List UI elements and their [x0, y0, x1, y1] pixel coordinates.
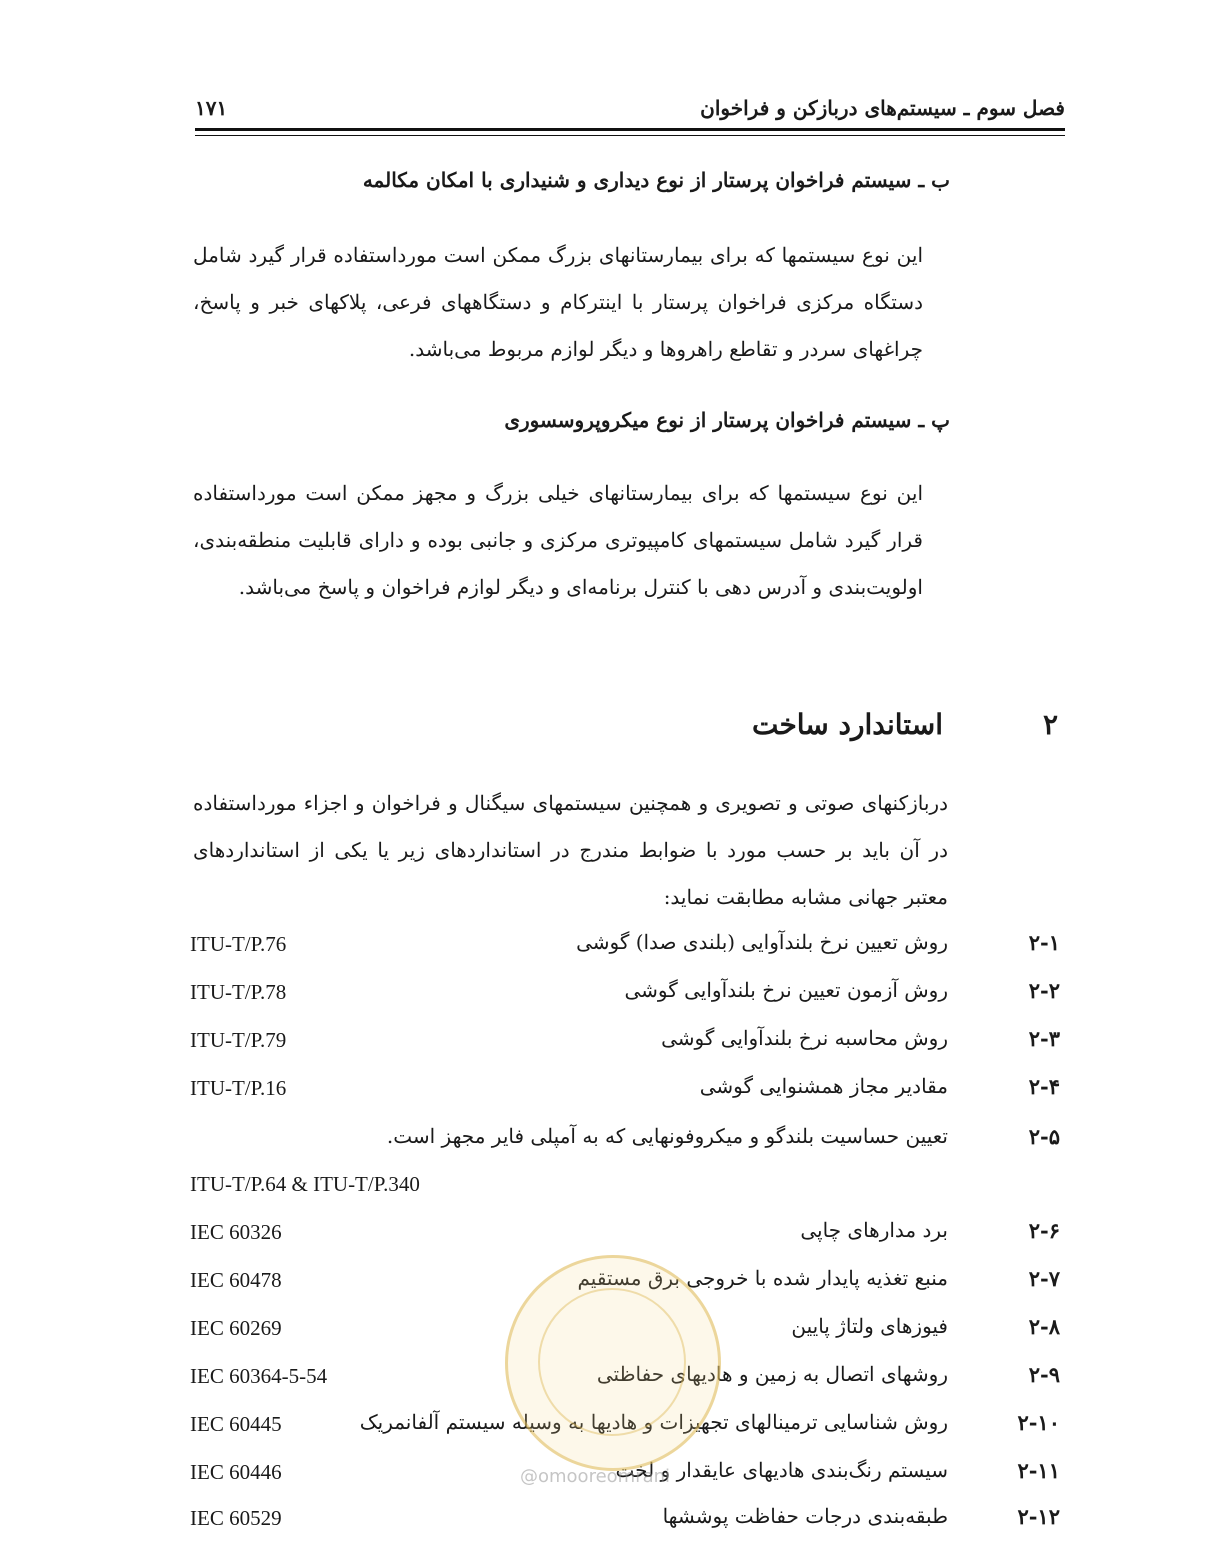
standard-code: ITU-T/P.79	[190, 1028, 287, 1052]
chapter-title: فصل سوم ـ سیستم‌های دربازکن و فراخوان	[700, 96, 1065, 120]
standard-row	[0, 1124, 1228, 1214]
section-heading	[163, 708, 1058, 752]
standard-code: IEC 60269	[190, 1316, 282, 1340]
page-header	[195, 92, 1065, 132]
standard-title: روشهای اتصال به زمین و هادیهای حفاظتی	[596, 1362, 948, 1386]
standard-number: ۲-۱۰	[1017, 1410, 1060, 1435]
standard-title: منبع تغذیه پایدار شده با خروجی برق مستقیم	[577, 1266, 948, 1290]
standard-title: روش آزمون تعیین نرخ بلندآوایی گوشی	[624, 978, 948, 1002]
subsection-heading: پ ـ سیستم فراخوان پرستار از نوع میکروپروسسوری	[504, 408, 950, 432]
standard-code: IEC 60446	[190, 1460, 282, 1484]
standard-number: ۲-۳	[1028, 1026, 1060, 1051]
standard-code: ITU-T/P.76	[190, 932, 287, 956]
subsection-paragraph: این نوع سیستمها که برای بیمارستانهای خیلی بزرگ و مجهز ممکن است مورداستفاده قرار گیرد شامل سیستمهای کامپیوتری مرکزی و جانبی بوده و دارای قابلیت منطقه‌بندی، اولویت‌بندی و آدرس دهی با کنترل برنامه‌ای و دیگر لوازم فراخوان و پاسخ می‌باشد.	[193, 481, 923, 599]
standard-number: ۲-۲	[1028, 978, 1060, 1003]
standard-title: روش شناسایی ترمینالهای تجهیزات و هادیها به وسیله سیستم آلفانمریک	[359, 1410, 948, 1434]
standard-row	[0, 1218, 1228, 1258]
standard-code: ITU-T/P.64 & ITU-T/P.340	[190, 1172, 420, 1196]
standard-title: تعیین حساسیت بلندگو و میکروفونهایی که به آمپلی فایر مجهز است.	[386, 1124, 948, 1148]
standard-code: IEC 60478	[190, 1268, 282, 1292]
standard-number: ۲-۵	[1028, 1124, 1060, 1149]
standard-title: طبقه‌بندی درجات حفاظت پوششها	[662, 1504, 948, 1528]
section-number: ۲	[1042, 708, 1058, 741]
seal-stamp-inner-ring	[538, 1288, 686, 1436]
subsection-paragraph: این نوع سیستمها که برای بیمارستانهای بزرگ ممکن است مورداستفاده قرار گیرد شامل دستگاه مرکزی فراخوان پرستار با اینترکام و دستگاههای فرعی، پلاکهای خبر و پاسخ، چراغهای سردر و تقاطع راهروها و دیگر لوازم مربوط می‌باشد.	[193, 243, 923, 361]
standard-row	[0, 930, 1228, 970]
standard-number: ۲-۶	[1028, 1218, 1060, 1243]
standard-title: روش تعیین نرخ بلندآوایی (بلندی صدا) گوشی	[576, 930, 948, 954]
standard-code: ITU-T/P.78	[190, 980, 287, 1004]
standard-number: ۲-۱	[1028, 930, 1060, 955]
page-number: ۱۷۱	[195, 96, 228, 120]
standard-number: ۲-۷	[1028, 1266, 1060, 1291]
section-title: استاندارد ساخت	[751, 708, 943, 741]
standard-number: ۲-۹	[1028, 1362, 1060, 1387]
standard-title: برد مدارهای چاپی	[800, 1218, 948, 1242]
standard-title: مقادیر مجاز همشنوایی گوشی	[699, 1074, 948, 1098]
standard-code: IEC 60326	[190, 1220, 282, 1244]
standard-number: ۲-۸	[1028, 1314, 1060, 1339]
standard-number: ۲-۴	[1028, 1074, 1060, 1099]
standard-title: سیستم رنگ‌بندی هادیهای عایقدار و لخت	[615, 1458, 948, 1482]
standard-code: ITU-T/P.16	[190, 1076, 287, 1100]
standard-row	[0, 1074, 1228, 1114]
standard-number: ۲-۱۱	[1017, 1458, 1060, 1483]
section-intro: دربازکنهای صوتی و تصویری و همچنین سیستمهای سیگنال و فراخوان و اجزاء مورداستفاده در آن باید بر حسب مورد با ضوابط مندرج در استانداردهای زیر یا یکی از استانداردهای معتبر جهانی مشابه مطابقت نماید:	[193, 791, 948, 909]
standard-title: فیوزهای ولتاژ پایین	[791, 1314, 948, 1338]
standard-row	[0, 978, 1228, 1018]
header-rule-thin	[195, 135, 1065, 136]
standard-code: IEC 60529	[190, 1506, 282, 1530]
seal-stamp-icon	[505, 1255, 721, 1471]
header-rule-thick	[195, 128, 1065, 131]
standard-code: IEC 60364-5-54	[190, 1364, 328, 1388]
standard-number: ۲-۱۲	[1017, 1504, 1060, 1529]
standard-code: IEC 60445	[190, 1412, 282, 1436]
subsection-heading: ب ـ سیستم فراخوان پرستار از نوع دیداری و شنیداری با امکان مکالمه	[362, 168, 950, 192]
watermark-text: @omooreomrani	[520, 1466, 671, 1487]
standard-title: روش محاسبه نرخ بلندآوایی گوشی	[661, 1026, 948, 1050]
standard-row	[0, 1026, 1228, 1066]
standard-row	[0, 1504, 1228, 1544]
